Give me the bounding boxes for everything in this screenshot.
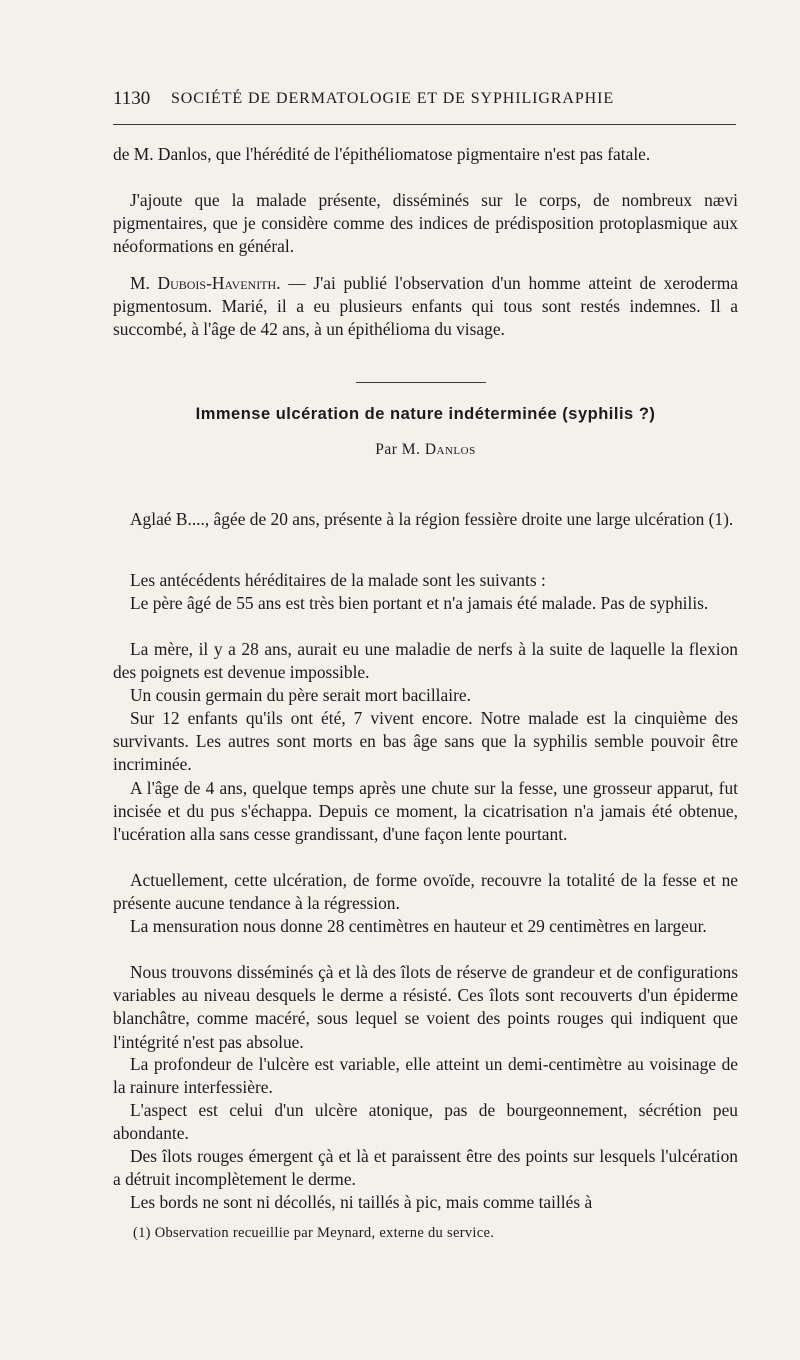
article-paragraph: Aglaé B...., âgée de 20 ans, présente à la région fessière droite une large ulcération (1). (130, 509, 734, 529)
intro-paragraph-3 (113, 272, 738, 342)
article-paragraph: A l'âge de 4 ans, quelque temps après une chute sur la fesse, une grosseur apparut, fut incisée et du pus s'échappa. Depuis ce moment, la cicatrisation n'a jamais été obtenue, l'ucération alla sans cesse grandissant, d'une façon lente pourtant. (113, 778, 738, 845)
article-paragraph: La profondeur de l'ulcère est variable, elle atteint un demi-centimètre au voisinage de la rainure interfessière. (113, 1054, 738, 1098)
intro-paragraph-1: de M. Danlos, que l'hérédité de l'épithéliomatose pigmentaire n'est pas fatale. (113, 144, 651, 164)
article-paragraph: Les antécédents héréditaires de la malade sont les suivants : (130, 570, 546, 590)
article-title: Immense ulcération de nature indéterminée (syphilis ?) (195, 405, 656, 423)
running-title: SOCIÉTÉ DE DERMATOLOGIE ET DE SYPHILIGRAPHIE (171, 90, 614, 107)
article-byline (113, 441, 738, 459)
article-paragraph: Sur 12 enfants qu'ils ont été, 7 vivent encore. Notre malade est la cinquième des survivants. Les autres sont morts en bas âge sans que la syphilis semble pouvoir être incriminée. (113, 708, 738, 775)
running-header (113, 88, 736, 114)
article-paragraph: La mère, il y a 28 ans, aurait eu une maladie de nerfs à la suite de laquelle la flexion des poignets est devenue impossible. (113, 639, 738, 683)
section-divider (356, 382, 486, 383)
article-paragraph: Actuellement, cette ulcération, de forme ovoïde, recouvre la totalité de la fesse et ne présente aucune tendance à la régression. (113, 870, 738, 914)
speaker-name: M. Dubois-Havenith. (130, 273, 281, 293)
intro-paragraph-2: J'ajoute que la malade présente, disséminés sur le corps, de nombreux nævi pigmentaires, que je considère comme des indices de prédisposition protoplasmique aux néoformations en général. (113, 190, 738, 257)
article-paragraph: Nous trouvons disséminés çà et là des îlots de réserve de grandeur et de configurations variables au niveau desquels le derme a résisté. Ces îlots sont recouverts d'un épiderme blanchâtre, comme macéré, sous lequel se voient des points rouges qui indiquent que l'intégrité n'est pas absolue. (113, 962, 738, 1052)
byline-prefix: Par M. (375, 441, 425, 458)
page-number: 1130 (113, 88, 151, 109)
footnote: (1) Observation recueillie par Meynard, externe du service. (133, 1225, 495, 1241)
byline-author: Danlos (424, 441, 476, 458)
article-paragraph: Les bords ne sont ni décollés, ni taillés à pic, mais comme taillés à (130, 1192, 593, 1212)
article-paragraph: L'aspect est celui d'un ulcère atonique, pas de bourgeonnement, sécrétion peu abondante. (113, 1100, 738, 1144)
speaker-remark: — J'ai publié l'observation d'un homme atteint de xeroderma pigmentosum. Marié, il a eu plusieurs enfants qui tous sont restés indemnes. Il a succombé, à l'âge de 42 ans, à un épithélioma du visage. (113, 273, 738, 340)
article-paragraph: Le père âgé de 55 ans est très bien portant et n'a jamais été malade. Pas de syphilis. (130, 593, 709, 613)
article-paragraph: Des îlots rouges émergent çà et là et paraissent être des points sur lesquels l'ulcération a détruit incomplètement le derme. (113, 1146, 738, 1190)
header-rule (113, 124, 736, 125)
article-paragraph: Un cousin germain du père serait mort bacillaire. (130, 685, 471, 705)
article-paragraph: La mensuration nous donne 28 centimètres en hauteur et 29 centimètres en largeur. (130, 916, 707, 936)
